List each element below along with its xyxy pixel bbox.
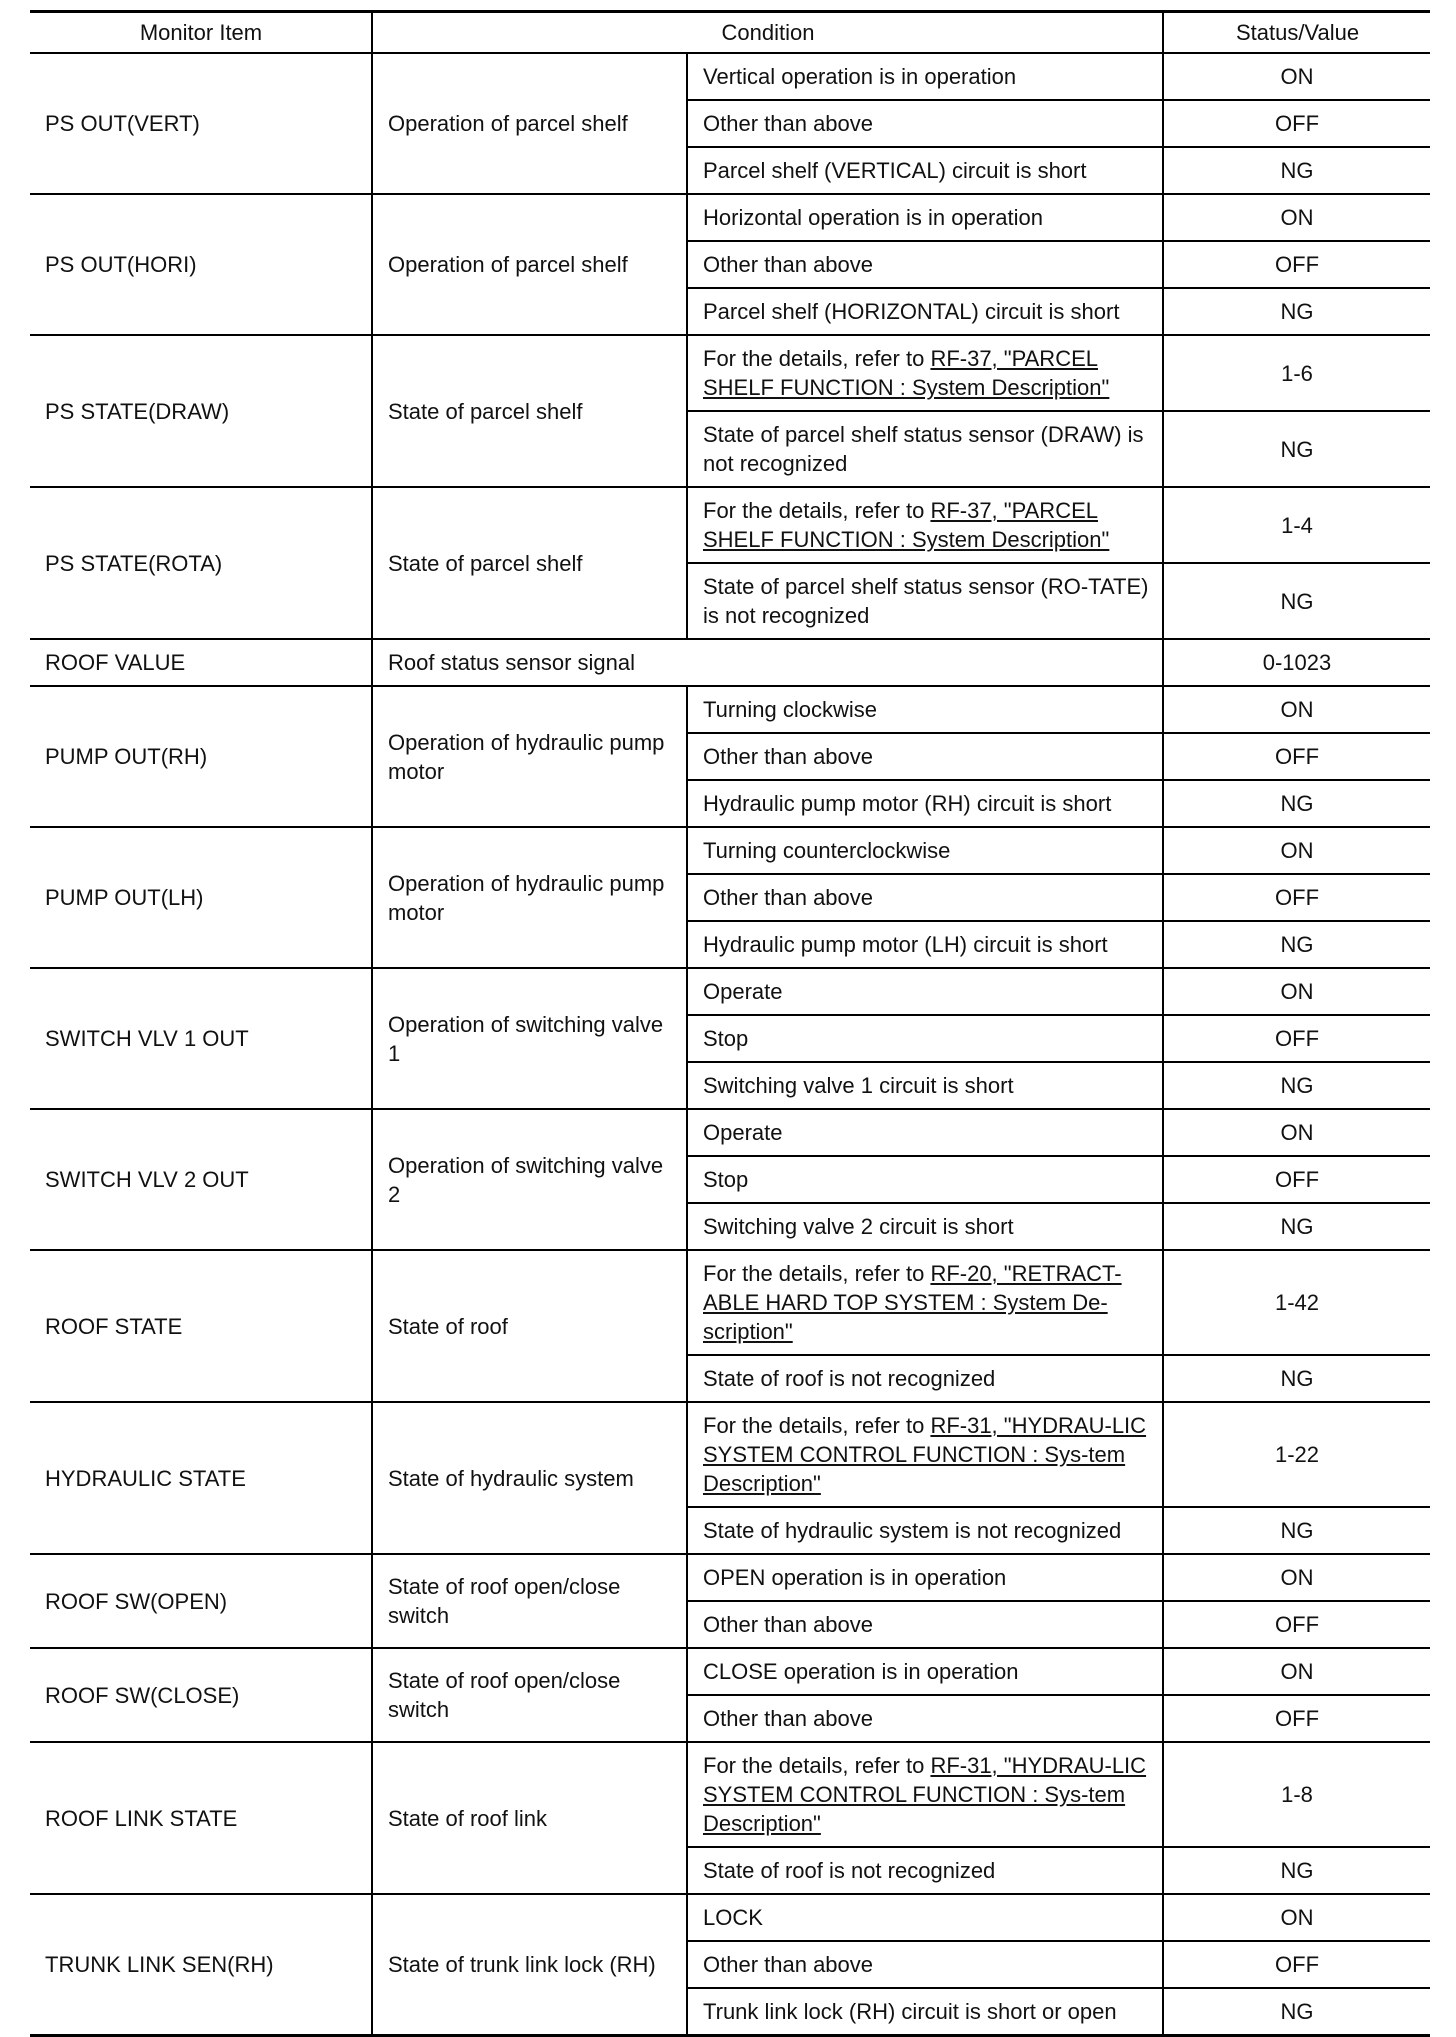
reference-link[interactable]: RF-31, "HYDRAU-LIC SYSTEM CONTROL FUNCTION : Sys-tem Description" bbox=[703, 1753, 1147, 1836]
condition-cell: Roof status sensor signal bbox=[372, 639, 1163, 686]
status-value-cell: NG bbox=[1163, 563, 1430, 639]
monitor-item-cell: SWITCH VLV 2 OUT bbox=[30, 1109, 372, 1250]
table-header-row bbox=[30, 12, 1430, 54]
status-value-cell: OFF bbox=[1163, 1941, 1430, 1988]
condition-cell: State of roof bbox=[372, 1250, 687, 1402]
status-value-cell: 1-8 bbox=[1163, 1742, 1430, 1847]
status-value-cell: NG bbox=[1163, 1847, 1430, 1894]
status-value-cell: ON bbox=[1163, 53, 1430, 100]
condition-detail-cell: Turning counterclockwise bbox=[687, 827, 1163, 874]
status-value-cell: 0-1023 bbox=[1163, 639, 1430, 686]
table-row bbox=[30, 53, 1430, 100]
condition-detail-cell: OPEN operation is in operation bbox=[687, 1554, 1163, 1601]
condition-detail-cell: Parcel shelf (VERTICAL) circuit is short bbox=[687, 147, 1163, 194]
monitor-item-cell: PS OUT(HORI) bbox=[30, 194, 372, 335]
status-value-cell: OFF bbox=[1163, 874, 1430, 921]
condition-detail-cell: Parcel shelf (HORIZONTAL) circuit is short bbox=[687, 288, 1163, 335]
reference-link[interactable]: RF-20, "RETRACT-ABLE HARD TOP SYSTEM : System De-scription" bbox=[703, 1261, 1122, 1344]
status-value-cell: NG bbox=[1163, 1988, 1430, 2036]
status-value-cell: 1-22 bbox=[1163, 1402, 1430, 1507]
monitor-item-cell: PS STATE(DRAW) bbox=[30, 335, 372, 487]
condition-cell: State of roof link bbox=[372, 1742, 687, 1894]
reference-prefix: For the details, refer to bbox=[703, 346, 931, 371]
header-condition: Condition bbox=[372, 12, 1163, 54]
monitor-item-cell: ROOF STATE bbox=[30, 1250, 372, 1402]
monitor-item-cell: PUMP OUT(RH) bbox=[30, 686, 372, 827]
monitor-item-cell: PS STATE(ROTA) bbox=[30, 487, 372, 639]
status-value-cell: NG bbox=[1163, 288, 1430, 335]
condition-detail-cell: Other than above bbox=[687, 1695, 1163, 1742]
table-row bbox=[30, 827, 1430, 874]
condition-cell: State of parcel shelf bbox=[372, 487, 687, 639]
condition-detail-cell: State of parcel shelf status sensor (DRAW) is not recognized bbox=[687, 411, 1163, 487]
table-row bbox=[30, 1250, 1430, 1355]
condition-detail-cell: Other than above bbox=[687, 241, 1163, 288]
condition-cell: Operation of hydraulic pump motor bbox=[372, 827, 687, 968]
status-value-cell: OFF bbox=[1163, 1695, 1430, 1742]
status-value-cell: ON bbox=[1163, 1648, 1430, 1695]
monitor-item-cell: PS OUT(VERT) bbox=[30, 53, 372, 194]
condition-detail-cell bbox=[687, 1402, 1163, 1507]
status-value-cell: NG bbox=[1163, 411, 1430, 487]
header-status-value: Status/Value bbox=[1163, 12, 1430, 54]
monitor-item-cell: ROOF SW(CLOSE) bbox=[30, 1648, 372, 1742]
status-value-cell: OFF bbox=[1163, 733, 1430, 780]
table-body bbox=[30, 53, 1430, 2036]
condition-detail-cell: Other than above bbox=[687, 100, 1163, 147]
condition-detail-cell: Stop bbox=[687, 1015, 1163, 1062]
status-value-cell: OFF bbox=[1163, 241, 1430, 288]
condition-detail-cell: LOCK bbox=[687, 1894, 1163, 1941]
header-monitor-item: Monitor Item bbox=[30, 12, 372, 54]
condition-detail-cell: Turning clockwise bbox=[687, 686, 1163, 733]
table-row bbox=[30, 335, 1430, 411]
status-value-cell: OFF bbox=[1163, 1601, 1430, 1648]
reference-prefix: For the details, refer to bbox=[703, 1413, 931, 1438]
condition-detail-cell: State of parcel shelf status sensor (RO-TATE) is not recognized bbox=[687, 563, 1163, 639]
reference-prefix: For the details, refer to bbox=[703, 1753, 931, 1778]
condition-detail-cell bbox=[687, 1742, 1163, 1847]
reference-prefix: For the details, refer to bbox=[703, 498, 931, 523]
status-value-cell: OFF bbox=[1163, 1015, 1430, 1062]
condition-detail-cell: Other than above bbox=[687, 874, 1163, 921]
status-value-cell: ON bbox=[1163, 194, 1430, 241]
condition-detail-cell: Switching valve 2 circuit is short bbox=[687, 1203, 1163, 1250]
status-value-cell: OFF bbox=[1163, 100, 1430, 147]
condition-cell: State of roof open/close switch bbox=[372, 1648, 687, 1742]
status-value-cell: NG bbox=[1163, 1062, 1430, 1109]
monitor-item-cell: TRUNK LINK SEN(RH) bbox=[30, 1894, 372, 2036]
condition-detail-cell: Other than above bbox=[687, 733, 1163, 780]
table-row bbox=[30, 1554, 1430, 1601]
condition-detail-cell: State of roof is not recognized bbox=[687, 1847, 1163, 1894]
status-value-cell: NG bbox=[1163, 147, 1430, 194]
monitor-item-cell: ROOF SW(OPEN) bbox=[30, 1554, 372, 1648]
condition-detail-cell bbox=[687, 1250, 1163, 1355]
status-value-cell: ON bbox=[1163, 1894, 1430, 1941]
reference-link[interactable]: RF-37, "PARCEL SHELF FUNCTION : System Description" bbox=[703, 346, 1110, 400]
condition-cell: State of hydraulic system bbox=[372, 1402, 687, 1554]
table-row bbox=[30, 639, 1430, 686]
status-value-cell: 1-42 bbox=[1163, 1250, 1430, 1355]
condition-cell: Operation of hydraulic pump motor bbox=[372, 686, 687, 827]
condition-cell: State of parcel shelf bbox=[372, 335, 687, 487]
monitor-item-cell: ROOF VALUE bbox=[30, 639, 372, 686]
condition-cell: State of roof open/close switch bbox=[372, 1554, 687, 1648]
condition-detail-cell: Operate bbox=[687, 968, 1163, 1015]
status-value-cell: NG bbox=[1163, 1203, 1430, 1250]
monitor-item-cell: SWITCH VLV 1 OUT bbox=[30, 968, 372, 1109]
table-row bbox=[30, 1402, 1430, 1507]
reference-link[interactable]: RF-31, "HYDRAU-LIC SYSTEM CONTROL FUNCTION : Sys-tem Description" bbox=[703, 1413, 1147, 1496]
table-row bbox=[30, 194, 1430, 241]
status-value-cell: ON bbox=[1163, 968, 1430, 1015]
condition-cell: Operation of switching valve 1 bbox=[372, 968, 687, 1109]
condition-cell: Operation of parcel shelf bbox=[372, 53, 687, 194]
condition-cell: Operation of switching valve 2 bbox=[372, 1109, 687, 1250]
status-value-cell: NG bbox=[1163, 1355, 1430, 1402]
reference-prefix: For the details, refer to bbox=[703, 1261, 931, 1286]
condition-detail-cell: State of roof is not recognized bbox=[687, 1355, 1163, 1402]
monitor-item-cell: HYDRAULIC STATE bbox=[30, 1402, 372, 1554]
table-row bbox=[30, 1894, 1430, 1941]
condition-detail-cell: Stop bbox=[687, 1156, 1163, 1203]
table-row bbox=[30, 1648, 1430, 1695]
table-row bbox=[30, 1109, 1430, 1156]
status-value-cell: OFF bbox=[1163, 1156, 1430, 1203]
status-value-cell: 1-4 bbox=[1163, 487, 1430, 563]
monitor-item-table bbox=[30, 10, 1430, 2037]
condition-detail-cell: Trunk link lock (RH) circuit is short or open bbox=[687, 1988, 1163, 2036]
monitor-item-cell: PUMP OUT(LH) bbox=[30, 827, 372, 968]
condition-detail-cell: Vertical operation is in operation bbox=[687, 53, 1163, 100]
condition-detail-cell: Horizontal operation is in operation bbox=[687, 194, 1163, 241]
status-value-cell: ON bbox=[1163, 827, 1430, 874]
condition-detail-cell bbox=[687, 487, 1163, 563]
condition-detail-cell: Operate bbox=[687, 1109, 1163, 1156]
monitor-item-cell: ROOF LINK STATE bbox=[30, 1742, 372, 1894]
condition-cell: Operation of parcel shelf bbox=[372, 194, 687, 335]
status-value-cell: NG bbox=[1163, 780, 1430, 827]
table-row bbox=[30, 1742, 1430, 1847]
reference-link[interactable]: RF-37, "PARCEL SHELF FUNCTION : System Description" bbox=[703, 498, 1110, 552]
status-value-cell: ON bbox=[1163, 1554, 1430, 1601]
condition-detail-cell bbox=[687, 335, 1163, 411]
status-value-cell: NG bbox=[1163, 1507, 1430, 1554]
status-value-cell: ON bbox=[1163, 1109, 1430, 1156]
condition-detail-cell: State of hydraulic system is not recognized bbox=[687, 1507, 1163, 1554]
table-row bbox=[30, 487, 1430, 563]
condition-cell: State of trunk link lock (RH) bbox=[372, 1894, 687, 2036]
condition-detail-cell: Other than above bbox=[687, 1941, 1163, 1988]
condition-detail-cell: Hydraulic pump motor (LH) circuit is short bbox=[687, 921, 1163, 968]
status-value-cell: 1-6 bbox=[1163, 335, 1430, 411]
table-row bbox=[30, 686, 1430, 733]
status-value-cell: NG bbox=[1163, 921, 1430, 968]
status-value-cell: ON bbox=[1163, 686, 1430, 733]
condition-detail-cell: Hydraulic pump motor (RH) circuit is short bbox=[687, 780, 1163, 827]
condition-detail-cell: Switching valve 1 circuit is short bbox=[687, 1062, 1163, 1109]
monitor-table-sheet bbox=[30, 10, 1430, 2037]
condition-detail-cell: Other than above bbox=[687, 1601, 1163, 1648]
condition-detail-cell: CLOSE operation is in operation bbox=[687, 1648, 1163, 1695]
table-row bbox=[30, 968, 1430, 1015]
